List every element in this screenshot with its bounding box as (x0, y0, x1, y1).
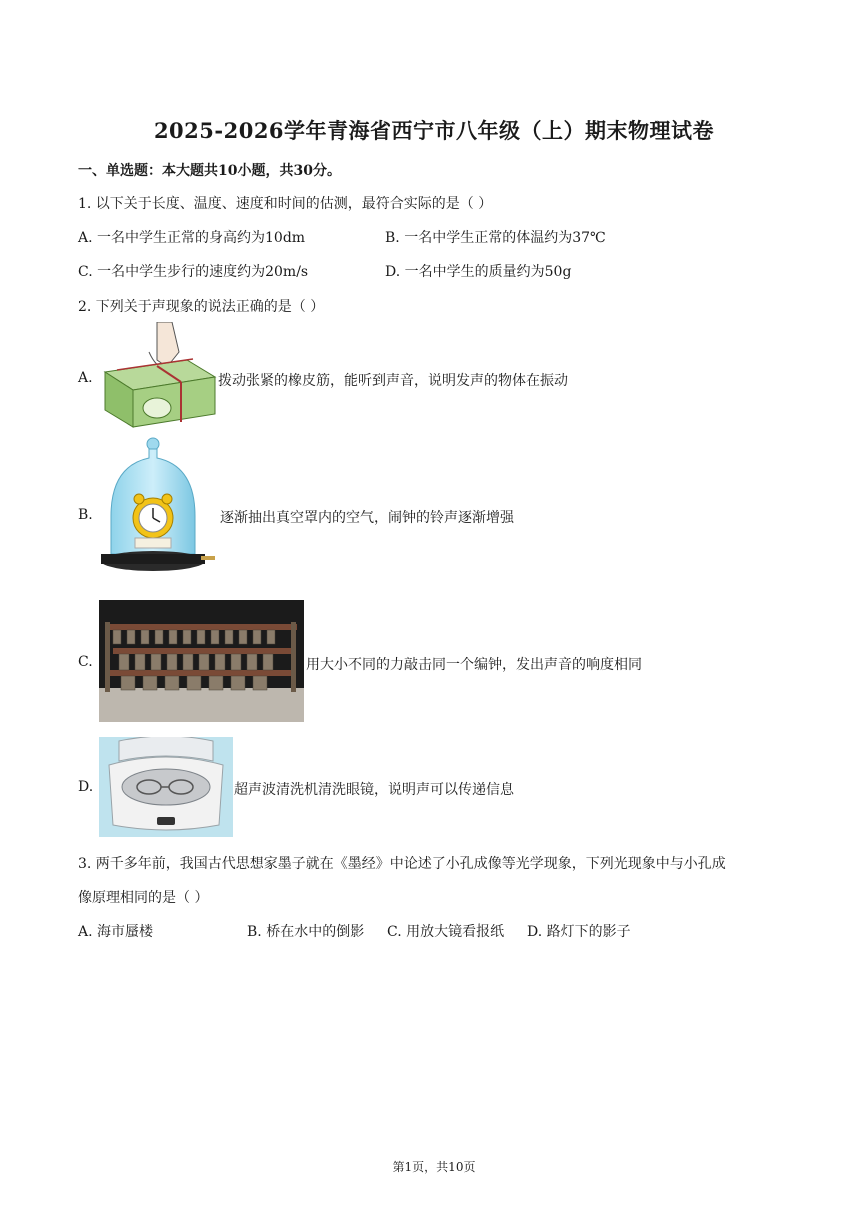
q1-stem: 1. 以下关于长度、温度、速度和时间的估测，最符合实际的是（ ） (78, 196, 493, 212)
q2-option-a-label: A. (78, 370, 93, 386)
q1-option-b: B. 一名中学生正常的体温约为37℃ (385, 230, 606, 246)
q2-stem: 2. 下列关于声现象的说法正确的是（ ） (78, 299, 325, 315)
q1-option-a: A. 一名中学生正常的身高约为10dm (78, 230, 306, 246)
q3-stem-line2: 像原理相同的是（ ） (78, 890, 209, 906)
q1-option-d: D. 一名中学生的质量约为50g (385, 264, 572, 280)
chime-bells-image (99, 600, 304, 722)
q2-option-c-label: C. (78, 654, 93, 670)
q3-option-a: A. 海市蜃楼 (78, 924, 154, 940)
q3-option-d: D. 路灯下的影子 (527, 924, 631, 940)
q2-option-b-text: 逐渐抽出真空罩内的空气，闹钟的铃声逐渐增强 (220, 510, 514, 526)
q2-option-a-text: 拨动张紧的橡皮筋，能听到声音，说明发声的物体在振动 (218, 373, 568, 389)
q3-stem-line1: 3. 两千多年前，我国古代思想家墨子就在《墨经》中论述了小孔成像等光学现象，下列光现象中与小孔成 (78, 856, 726, 872)
section-heading: 一、单选题：本大题共10小题，共30分。 (78, 163, 341, 179)
q2-option-c-text: 用大小不同的力敲击同一个编钟，发出声音的响度相同 (306, 657, 642, 673)
page-footer: 第1页，共10页 (392, 1160, 476, 1174)
q1-option-c: C. 一名中学生步行的速度约为20m/s (78, 264, 309, 280)
ultrasonic-cleaner-image (99, 737, 233, 837)
rubber-band-box-image (97, 322, 217, 432)
q3-option-b: B. 桥在水中的倒影 (247, 924, 365, 940)
q2-option-d-label: D. (78, 779, 94, 795)
page-title: 2025-2026学年青海省西宁市八年级（上）期末物理试卷 (153, 118, 715, 143)
bell-jar-alarm-clock-image (97, 436, 217, 581)
q2-option-d-text: 超声波清洗机清洗眼镜，说明声可以传递信息 (234, 782, 514, 798)
q2-option-b-label: B. (78, 507, 93, 523)
q3-option-c: C. 用放大镜看报纸 (387, 924, 505, 940)
